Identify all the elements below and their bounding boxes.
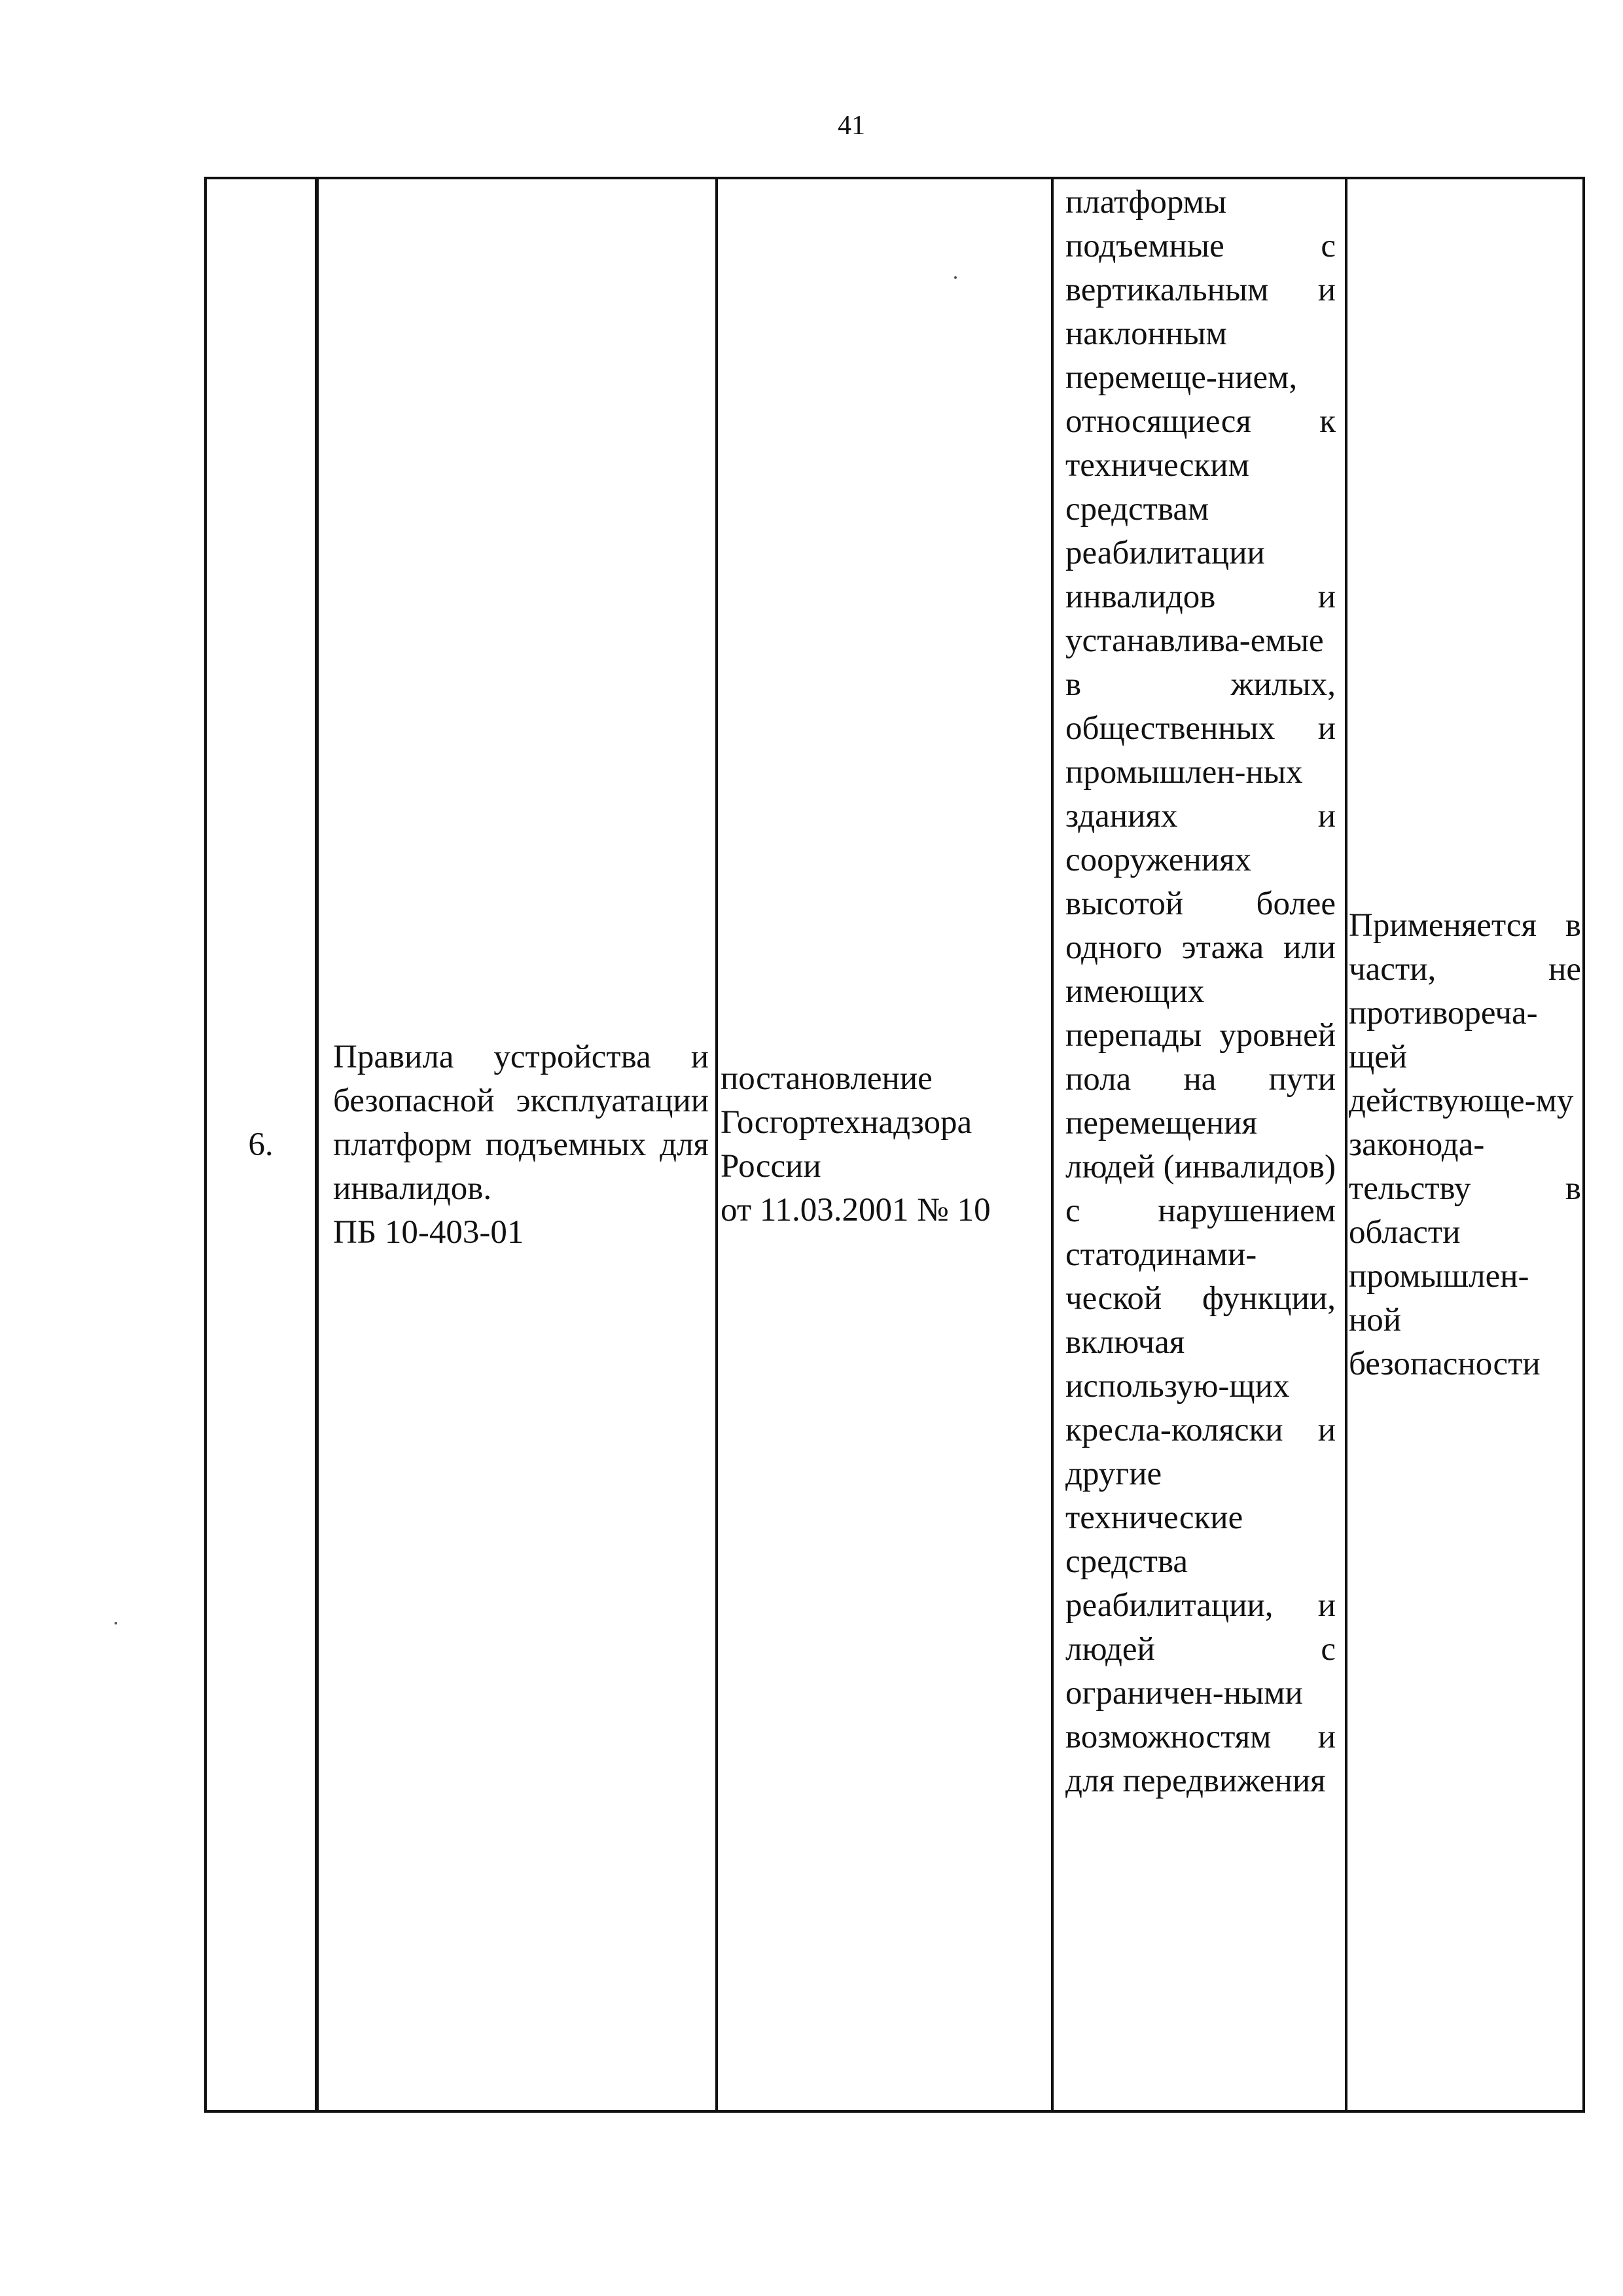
- page-number: 41: [838, 111, 865, 141]
- approving-document: постановление Госгортехнадзора России от 11.03.2001 № 10: [721, 1060, 991, 1229]
- application-note-cell: [1346, 178, 1584, 2111]
- regulations-table: [204, 177, 1585, 2113]
- scan-speck: [115, 1622, 117, 1624]
- row-number-cell: [205, 178, 317, 2111]
- table-row: [205, 178, 1584, 2111]
- row-number: 6.: [248, 1126, 274, 1163]
- scope-objects: платформы подъемные с вертикальным и наклонным перемеще-нием, относящиеся к техническим средствам реабилитации инвалидов и устанавлива-емые в жилых, общественных и промышлен-ных зданиях и сооружениях высотой более одного этажа или имеющих перепады уровней пола на пути перемещения людей (инвалидов) с нарушением статодинами-ческой функции, включая использую-щих кресла-коляски и другие технические средства реабилитации, и людей с ограничен-ными возможностям и для передвижения: [1065, 184, 1336, 1799]
- application-note: Применяется в части, не противореча-щей действующе-му законода-тельству в области промышлен-ной безопасности: [1349, 906, 1581, 1382]
- regulation-name-cell: [317, 178, 717, 2111]
- scope-objects-cell: [1052, 178, 1346, 2111]
- scan-speck: [954, 276, 957, 279]
- regulation-name: Правила устройства и безопасной эксплуатации платформ подъемных для инвалидов. ПБ 10-403-01: [333, 1038, 709, 1251]
- approving-document-cell: [717, 178, 1052, 2111]
